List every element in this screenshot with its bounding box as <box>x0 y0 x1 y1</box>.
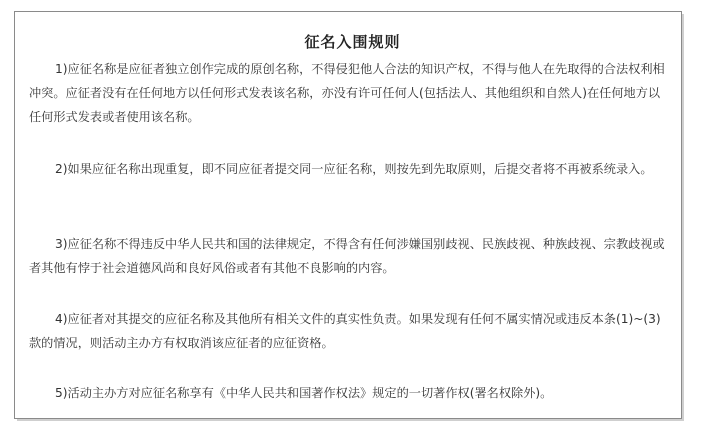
frame-shadow-bottom <box>17 419 684 421</box>
rule-paragraph-1: 1)应征名称是应征者独立创作完成的原创名称，不得侵犯他人合法的知识产权，不得与他人在先取得的合法权利相冲突。应征者没有在任何地方以任何形式发表该名称，亦没有许可任何人(包括法人、其他组织和自然人)在任何地方以任何形式发表或者使用该名称。 <box>29 62 665 124</box>
rule-paragraph-4: 4)应征者对其提交的应征名称及其他所有相关文件的真实性负责。如果发现有任何不属实情况或违反本条(1)~(3)款的情况，则活动主办方有权取消该应征者的应征资格。 <box>29 312 661 350</box>
rule-paragraph-3: 3)应征名称不得违反中华人民共和国的法律规定，不得含有任何涉嫌国别歧视、民族歧视、种族歧视、宗教歧视或者其他有悖于社会道德风尚和良好风俗或者有其他不良影响的内容。 <box>29 237 665 275</box>
rule-paragraph-5: 5)活动主办方对应征名称享有《中华人民共和国著作权法》规定的一切著作权(署名权除外)。 <box>55 386 553 400</box>
rule-paragraph-2: 2)如果应征名称出现重复，即不同应征者提交同一应征名称，则按先到先取原则，后提交者将不再被系统录入。 <box>55 162 653 176</box>
frame-shadow-right <box>682 14 684 421</box>
page-title: 征名入围规则 <box>304 33 401 51</box>
